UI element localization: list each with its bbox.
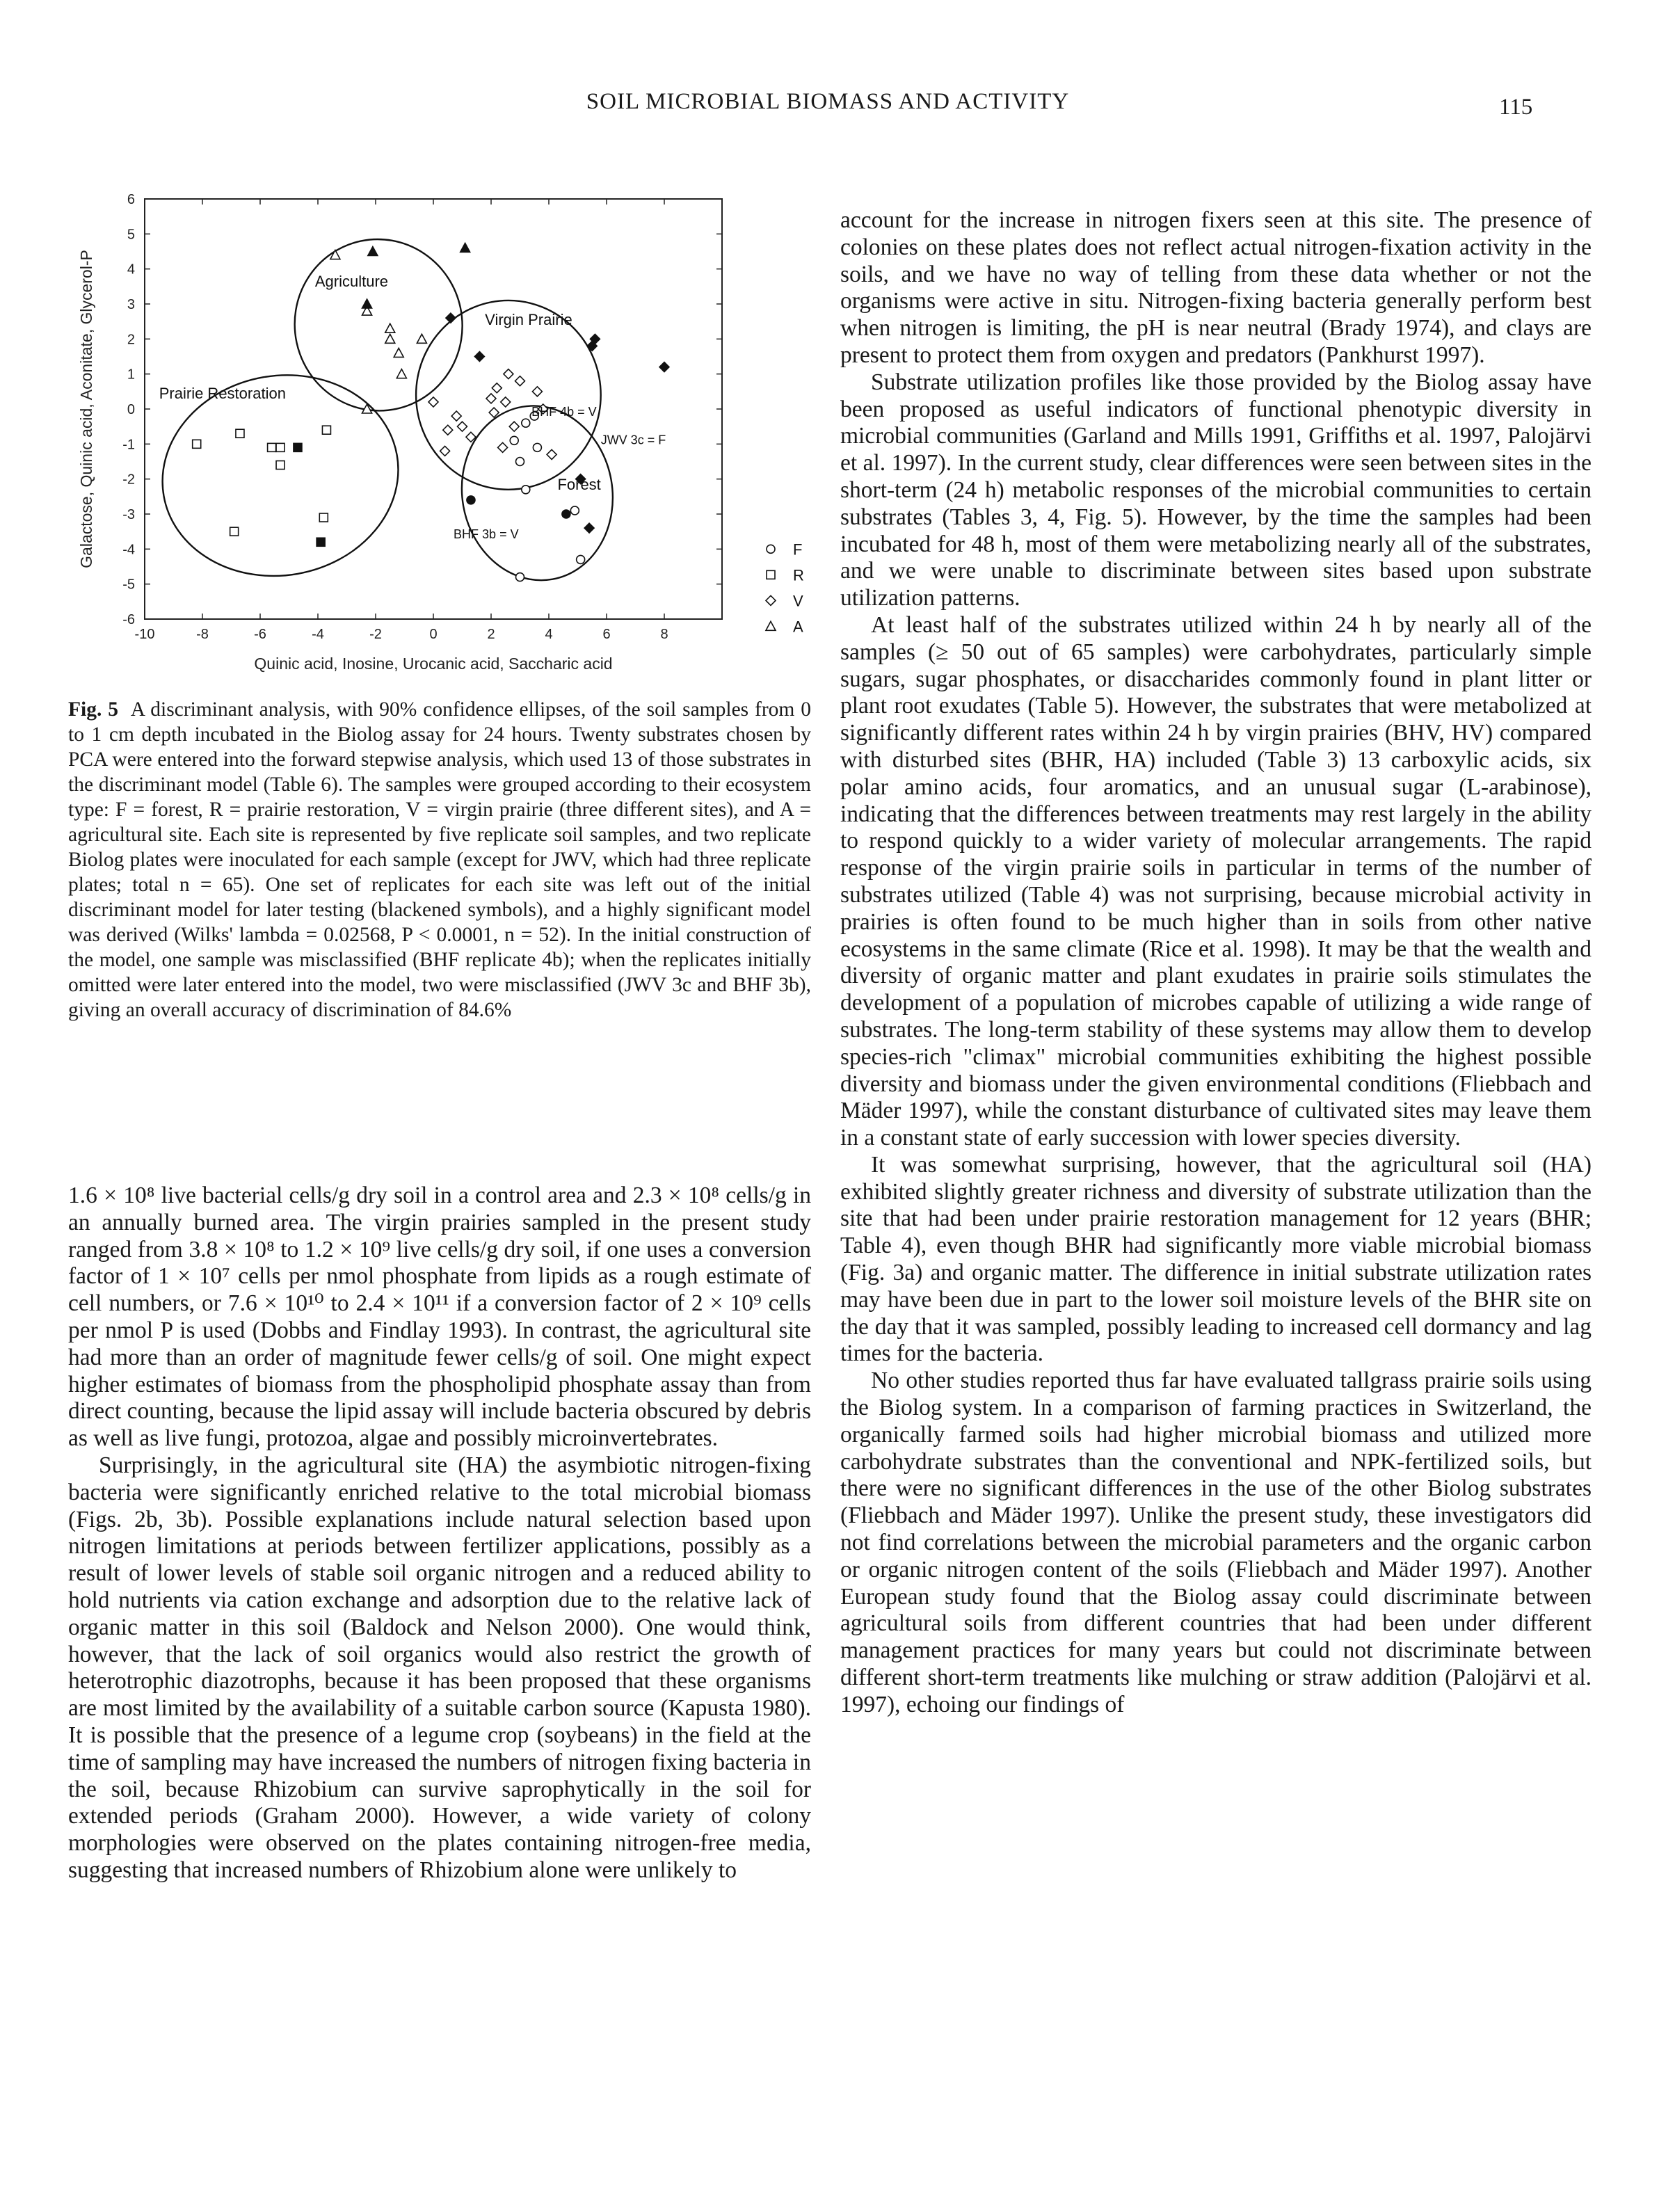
x-tick-label: -10 [134, 627, 155, 642]
y-tick-label: 5 [127, 227, 135, 243]
point-v-test [474, 352, 484, 362]
point-v [440, 446, 450, 456]
point-v-test [659, 362, 669, 372]
y-tick-label: -3 [122, 507, 135, 522]
point-r-test [294, 443, 302, 451]
point-f [522, 419, 530, 427]
x-tick-label: 0 [429, 627, 438, 642]
y-tick-label: 1 [127, 367, 135, 383]
legend-label: R [793, 566, 804, 584]
point-a-test [362, 299, 372, 308]
group-label: Agriculture [314, 272, 389, 290]
point-r [236, 429, 244, 438]
point-r [322, 426, 330, 434]
x-tick-label: 4 [545, 627, 553, 642]
point-r-test [316, 538, 325, 546]
point-v [509, 422, 519, 431]
point-r [276, 461, 284, 470]
point-a-test [460, 243, 470, 252]
right-paragraph-4: It was somewhat surprising, however, that the agricultural soil (HA) exhibited slightly greater richness and diversity of substrate utilization than the site that had been under prairie restoration management for 12 years (BHR; Table 4), even though BHR had significantly more viable microbial biomass (Fig. 3a) and organic matter. The difference in initial substrate utilization rates may have been due in part to the lower soil moisture levels of the BHR site on the day that it was sampled, possibly leading to increased cell dormancy and lag times for the bacteria. [840, 1151, 1592, 1367]
point-v [501, 397, 511, 407]
data-points [193, 243, 669, 581]
group-label: Virgin Prairie [485, 311, 572, 329]
plot-frame [145, 199, 722, 619]
ellipse-agriculture [279, 224, 479, 426]
point-v [458, 422, 467, 431]
legend-symbol-r [767, 570, 775, 579]
point-a [385, 334, 395, 343]
legend-label: A [793, 618, 803, 636]
point-f [516, 458, 524, 466]
right-paragraph-1: account for the increase in nitrogen fixers seen at this site. The presence of colonies on these plates does not reflect actual nitrogen-fixation activity in the soils, and we have no way of telling from these data whether or not the organisms were active in situ. Nitrogen-fixing bacteria generally perform best when nitrogen is limiting, the pH is near neutral (Brady 1974), and clays are present to protect them from oxygen and predators (Pankhurst 1997). [840, 207, 1592, 368]
right-paragraph-3: At least half of the substrates utilized within 24 h by nearly all of the samples (≥ 50 out of 65 samples) were carbohydrates, particularly simple sugars, sugar phosphates, or disaccharides commonly found in plant litter or plant root exudates (Table 5). However, the substrates that were metabolized at significantly different rates within 24 h by virgin prairies (BHV, HV) compared with disturbed sites (BHR, HA) included (Table 3) 13 carboxylic acids, six polar amino acids, four aromatics, and an unusual sugar (L-arabinose), indicating that the differences between treatments may rest largely in the ability to respond quickly to a wider variety of molecular arrangements. The rapid response of the virgin prairie soils in particular in terms of the number of substrates utilized (Table 4) was not surprising, because microbial activity in prairies is often found to be much higher than in soils from other native ecosystems in the same climate (Rice et al. 1998). It may be that the wealth and diversity of organic matter and plant exudates in prairie soils stimulates the development of a population of microbes capable of utilizing a wide range of substrates. The long-term stability of these systems may allow them to develop species-rich "climax" microbial communities exhibiting the highest possible diversity and biomass under the given environmental conditions (Fliebbach and Mäder 1997), while the constant disturbance of cultivated sites may leave them in a constant state of early succession with lower species diversity. [840, 611, 1592, 1151]
point-f [510, 436, 518, 444]
point-f [577, 555, 585, 563]
y-tick-label: -1 [122, 437, 135, 453]
point-r [276, 443, 284, 451]
point-r [268, 443, 276, 451]
point-r [319, 513, 328, 522]
ellipse-forest [448, 394, 626, 592]
point-v [492, 383, 502, 393]
point-v [504, 369, 513, 379]
point-v [532, 387, 542, 396]
y-tick-label: -6 [122, 612, 135, 627]
point-f-test [467, 496, 475, 504]
x-tick-label: -2 [369, 627, 382, 642]
point-v [443, 425, 453, 435]
ellipse-virgin-prairie [416, 300, 601, 490]
x-tick-label: 8 [660, 627, 668, 642]
legend-label: F [793, 540, 803, 559]
point-v [428, 397, 438, 407]
x-tick-label: -6 [254, 627, 266, 642]
point-v-test [584, 523, 594, 533]
y-tick-label: -4 [122, 542, 135, 558]
figure-5-chart [68, 186, 836, 687]
point-a [396, 369, 406, 378]
left-column [68, 1183, 811, 1884]
x-axis-label: Quinic acid, Inosine, Urocanic acid, Saccharic acid [254, 655, 613, 673]
y-axis-label: Galactose, Quinic acid, Aconitate, Glycerol-P [77, 250, 95, 568]
y-tick-label: 0 [127, 402, 135, 417]
chart-labels [159, 273, 804, 636]
point-f-test [562, 510, 570, 518]
point-a [417, 334, 426, 343]
point-a [394, 348, 403, 357]
figure-caption [68, 697, 811, 1023]
point-v-test [446, 313, 456, 323]
y-tick-label: 4 [127, 262, 135, 278]
point-v [451, 411, 461, 421]
annotation-label: BHF 3b = V [454, 527, 519, 542]
point-v [498, 442, 508, 452]
point-r [193, 440, 201, 448]
point-f [522, 486, 530, 494]
right-paragraph-5: No other studies reported thus far have evaluated tallgrass prairie soils using the Biolog system. In a comparison of farming practices in Switzerland, the organically farmed soils had higher microbial biomass and utilized more carbohydrate substrates than the conventional and NPK-fertilized soils, but there were no significant differences in the use of the other Biolog substrates (Fliebbach and Mäder 1997). Unlike the present study, these investigators did not find correlations between the microbial parameters and the organic carbon or organic nitrogen content of the soils (Fliebbach and Mäder 1997). Another European study found that the Biolog assay could discriminate between agricultural soils from different countries that had been under different management practices for many years but could not discriminate between different short-term treatments like mulching or straw addition (Palojärvi et al. 1997), echoing our findings of [840, 1368, 1592, 1717]
point-r [230, 527, 239, 536]
y-tick-label: -2 [122, 472, 135, 488]
point-a [385, 323, 395, 332]
left-paragraph-2: Surprisingly, in the agricultural site (HA) the asymbiotic nitrogen-fixing bacteria were significantly enriched relative to the total microbial biomass (Figs. 2b, 3b). Possible explanations include natural selection based upon nitrogen limitations at periods between fertilizer applications, possibly as a result of lower levels of stable soil organic nitrogen and a reduced ability to hold nutrients via cation exchange and adsorption due to the relative lack of organic matter in this soil (Baldock and Nelson 2000). One would think, however, that the lack of soil organics would also restrict the growth of heterotrophic diazotrophs, because it has been proposed that these organisms are most limited by the availability of a suitable carbon source (Kapusta 1980). It is possible that the presence of a legume crop (soybeans) in the field at the time of sampling may have increased the numbers of nitrogen fixing bacteria in the soil, because Rhizobium can survive saprophytically in the soil for extended periods (Graham 2000). However, a wide variety of colony morphologies were observed on the plates containing nitrogen-free media, suggesting that increased numbers of Rhizobium alone were unlikely to [68, 1452, 811, 1883]
x-tick-label: -8 [196, 627, 209, 642]
point-v [515, 376, 525, 386]
point-f [533, 443, 541, 451]
point-f [570, 506, 579, 515]
group-label: Forest [557, 475, 601, 493]
point-f [516, 573, 524, 582]
x-tick-label: -4 [312, 627, 324, 642]
legend-label: V [793, 592, 803, 610]
y-tick-label: 3 [127, 297, 135, 312]
y-tick-label: 2 [127, 332, 135, 348]
y-tick-label: 6 [127, 192, 135, 207]
legend-symbol-f [767, 545, 775, 553]
page-number: 115 [1499, 95, 1533, 120]
group-label: Prairie Restoration [159, 384, 286, 402]
annotation-label: BHF 4b = V [531, 405, 597, 419]
point-v [486, 394, 496, 403]
running-head: SOIL MICROBIAL BIOMASS AND ACTIVITY [586, 89, 1070, 114]
caption-text: A discriminant analysis, with 90% confidence ellipses, of the soil samples from 0 to 1 cm depth incubated in the Biolog assay for 24 hours. Twenty substrates chosen by PCA were entered into the forward stepwise analysis, which used 13 of those substrates in the discriminant model (Table 6). The samples were grouped according to their ecosystem type: F = forest, R = prairie restoration, V = virgin prairie (three different sites), and A = agricultural site. Each site is represented by five replicate soil samples, and two replicate Biolog plates were inoculated for each sample (except for JWV, which had three replicate plates; total n = 65). One set of replicates for each site was left out of the initial discriminant model for later testing (blackened symbols), and a highly significant model was derived (Wilks' lambda = 0.02568, P < 0.0001, n = 52). In the initial construction of the model, one sample was misclassified (BHF replicate 4b); when the replicates initially omitted were later entered into the model, two were misclassified (JWV 3c and BHF 3b), giving an overall accuracy of discrimination of 84.6% [68, 698, 812, 1021]
x-tick-label: 6 [602, 627, 611, 642]
y-tick-label: -5 [122, 577, 135, 593]
x-tick-label: 2 [487, 627, 495, 642]
point-a-test [368, 247, 378, 256]
right-paragraph-2: Substrate utilization profiles like those provided by the Biolog assay have been proposed as useful indicators of functional phenotypic diversity in microbial communities (Garland and Mills 1991, Griffiths et al. 1997, Palojärvi et al. 1997). In the current study, clear differences were seen between sites in the short-term (24 h) metabolic responses of the microbial communities to certain substrates (Tables 3, 4, Fig. 5). However, by the time the samples had been incubated for 48 h, most of them were metabolizing nearly all of the substrates, and we were unable to discriminate between sites based upon substrate utilization patterns. [840, 369, 1592, 611]
annotation-label: JWV 3c = F [600, 433, 666, 447]
left-paragraph-1: 1.6 × 10⁸ live bacterial cells/g dry soil in a control area and 2.3 × 10⁸ cells/g in an annually burned area. The virgin prairies sampled in the present study ranged from 3.8 × 10⁸ to 1.2 × 10⁹ live cells/g dry soil, if one uses a conversion factor of 1 × 10⁷ cells per nmol phosphate from lipids as a rough estimate of cell numbers, or 7.6 × 10¹⁰ to 2.4 × 10¹¹ if a conversion factor of 2 × 10⁹ cells per nmol P is used (Dobbs and Findlay 1993). In contrast, the agricultural site had more than an order of magnitude fewer cells/g of soil. One might expect higher estimates of biomass from the phospholipid phosphate assay than from direct counting, because the lipid assay will include bacteria obscured by debris as well as live fungi, protozoa, algae and possibly microinvertebrates. [68, 1183, 811, 1452]
legend-symbol-v [766, 595, 776, 605]
point-v [547, 449, 556, 459]
caption-label: Fig. 5 [68, 698, 118, 721]
point-a [330, 250, 340, 259]
right-column [840, 207, 1592, 1719]
legend-symbol-a [766, 621, 776, 630]
